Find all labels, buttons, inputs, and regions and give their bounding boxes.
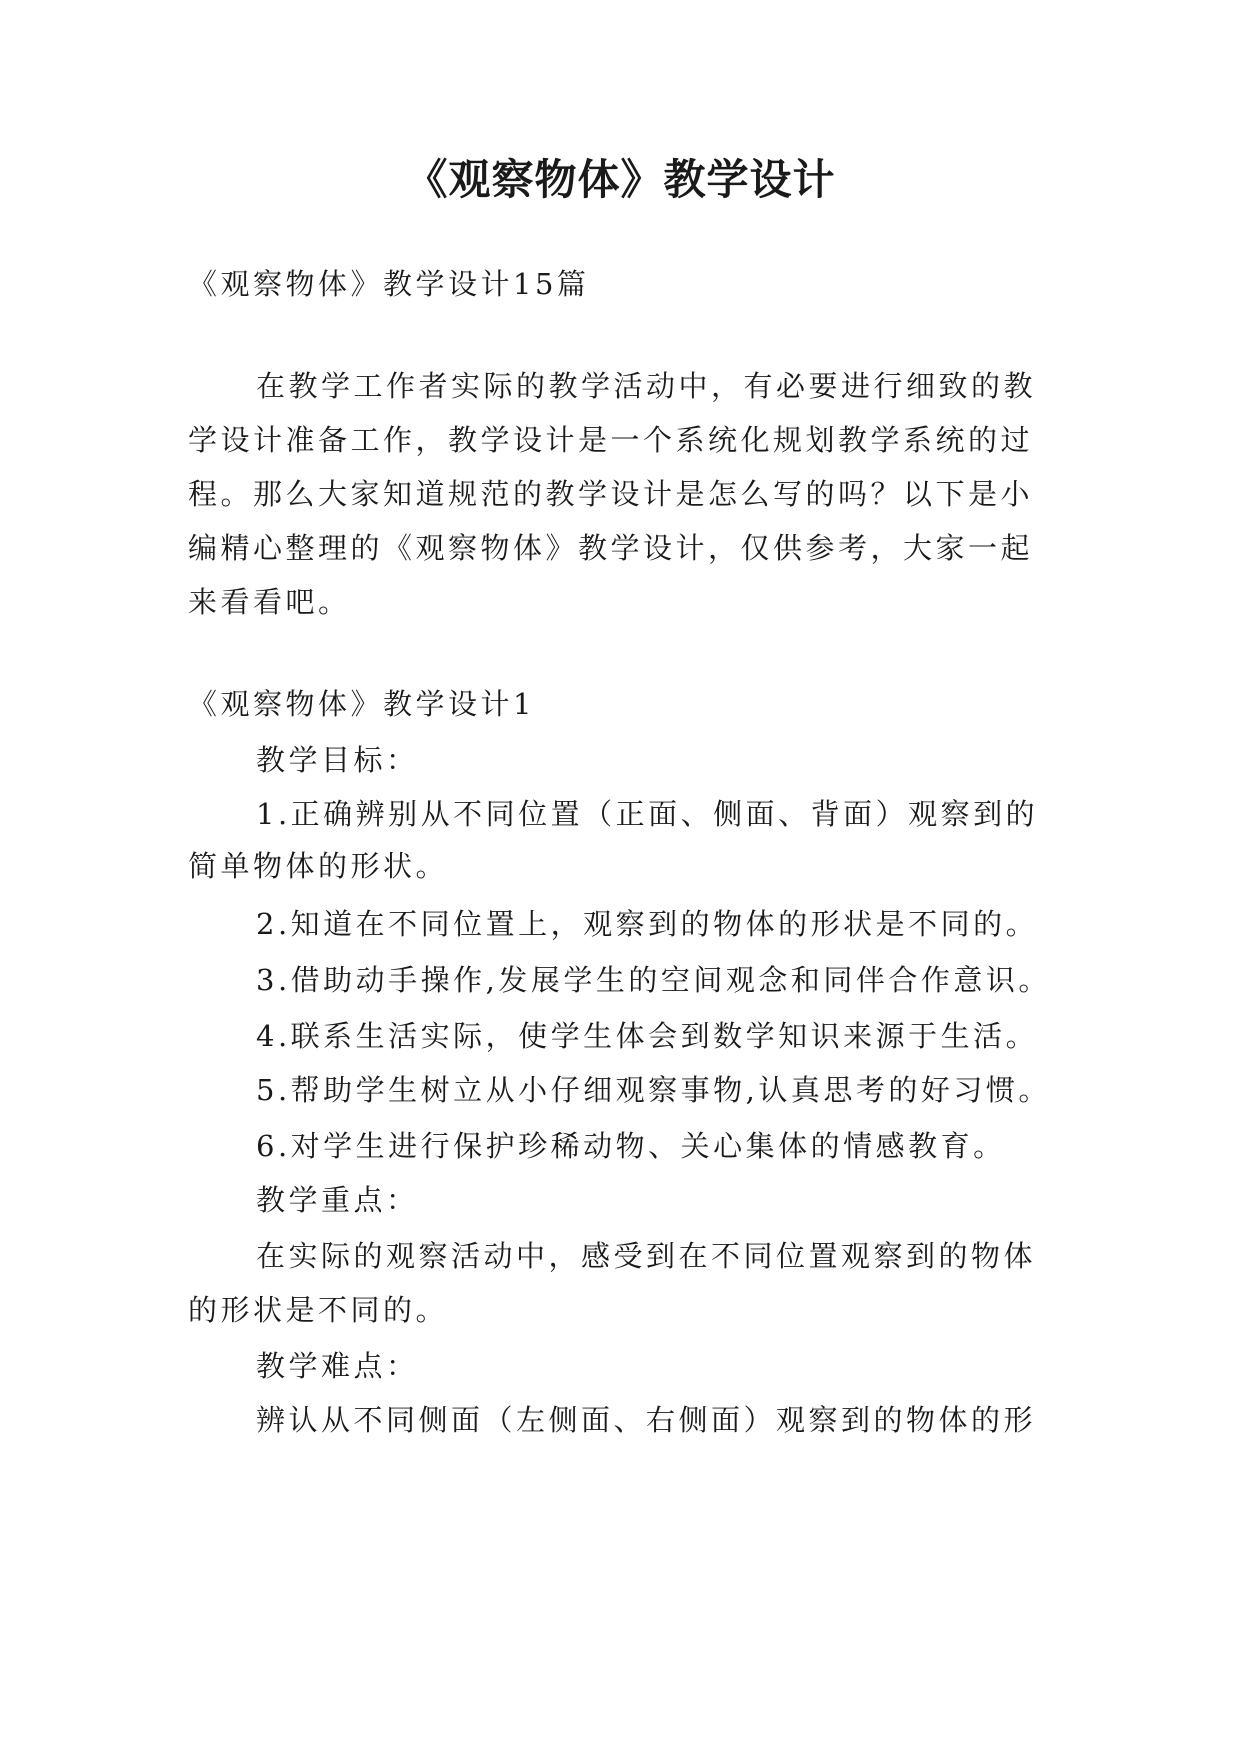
goal-item: 6.对学生进行保护珍稀动物、关心集体的情感教育。 — [256, 1129, 1006, 1163]
goals-label: 教学目标： — [256, 743, 419, 777]
goal-item: 3.借助动手操作,发展学生的空间观念和同伴合作意识。 — [256, 963, 1051, 997]
goal-item: 1.正确辨别从不同位置（正面、侧面、背面）观察到的 — [256, 797, 1039, 831]
goal-item: 2.知道在不同位置上，观察到的物体的形状是不同的。 — [256, 907, 1039, 941]
document-subtitle: 《观察物体》教学设计15篇 — [188, 267, 590, 301]
goal-item: 5.帮助学生树立从小仔细观察事物,认真思考的好习惯。 — [256, 1073, 1051, 1107]
intro-line: 程。那么大家知道规范的教学设计是怎么写的吗？以下是小 — [188, 477, 1034, 511]
intro-line: 来看看吧。 — [188, 585, 351, 619]
key-text-line: 在实际的观察活动中，感受到在不同位置观察到的物体 — [256, 1239, 1037, 1273]
difficulty-text-line: 辨认从不同侧面（左侧面、右侧面）观察到的物体的形 — [256, 1403, 1037, 1437]
section-heading: 《观察物体》教学设计1 — [188, 687, 535, 721]
key-label: 教学重点： — [256, 1183, 419, 1217]
document-title: 《观察物体》教学设计 — [405, 155, 836, 204]
goal-item-continuation: 简单物体的形状。 — [188, 849, 449, 883]
intro-line: 在教学工作者实际的教学活动中，有必要进行细致的教 — [256, 369, 1037, 403]
intro-line: 编精心整理的《观察物体》教学设计，仅供参考，大家一起 — [188, 531, 1034, 565]
key-text-line: 的形状是不同的。 — [188, 1293, 449, 1327]
intro-line: 学设计准备工作，教学设计是一个系统化规划教学系统的过 — [188, 423, 1034, 457]
goal-item: 4.联系生活实际，使学生体会到数学知识来源于生活。 — [256, 1019, 1039, 1053]
difficulty-label: 教学难点： — [256, 1349, 419, 1383]
